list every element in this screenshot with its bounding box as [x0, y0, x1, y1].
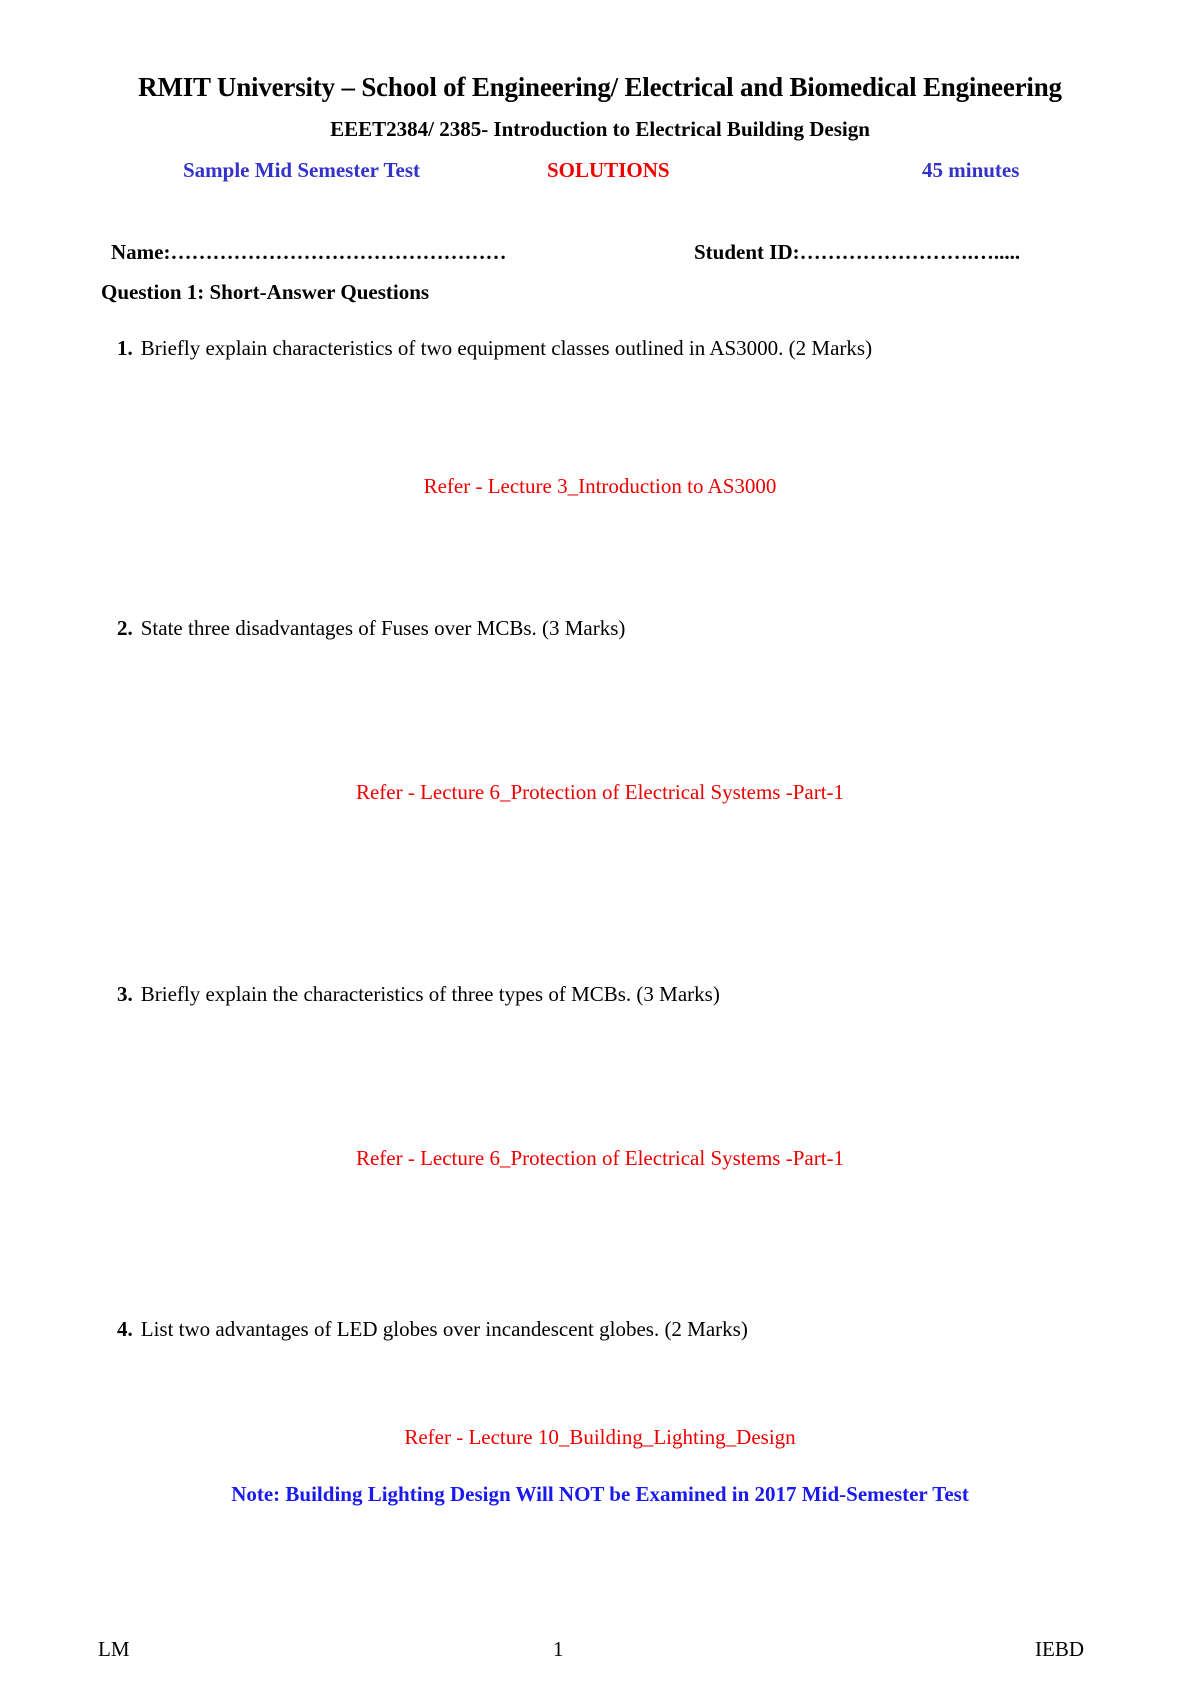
question-text: Briefly explain the characteristics of three types of MCBs. (3 Marks) [140, 982, 720, 1006]
question-number: 3. [117, 982, 133, 1006]
answer-3: Refer - Lecture 6_Protection of Electrical Systems -Part-1 [355, 1146, 845, 1170]
question-number: 1. [117, 336, 133, 360]
course-title: EEET2384/ 2385- Introduction to Electrical Building Design [330, 117, 870, 141]
question-number: 2. [117, 616, 133, 640]
question-2 [117, 616, 625, 641]
question-4 [117, 1317, 748, 1342]
footer-right-code: IEBD [1035, 1637, 1084, 1661]
solutions-label: SOLUTIONS [547, 158, 670, 182]
question-text: Briefly explain characteristics of two equipment classes outlined in AS3000. (2 Marks) [140, 336, 873, 360]
question-1 [117, 336, 872, 361]
page-number: 1 [553, 1637, 564, 1661]
answer-1: Refer - Lecture 3_Introduction to AS3000 [423, 474, 777, 498]
test-name: Sample Mid Semester Test [183, 158, 421, 182]
answer-2: Refer - Lecture 6_Protection of Electrical Systems -Part-1 [355, 780, 845, 804]
footer-left-initials: LM [98, 1637, 130, 1661]
document-title: RMIT University – School of Engineering/ Electrical and Biomedical Engineering [138, 72, 1062, 102]
question-3 [117, 982, 720, 1007]
exam-note: Note: Building Lighting Design Will NOT be Examined in 2017 Mid-Semester Test [231, 1482, 969, 1506]
student-id-field-label: Student ID:…………………….…..... [694, 240, 1021, 264]
question-number: 4. [117, 1317, 133, 1341]
test-duration: 45 minutes [922, 158, 1020, 182]
name-field-label: Name:………………………………………… [111, 240, 507, 264]
question-text: State three disadvantages of Fuses over MCBs. (3 Marks) [140, 616, 626, 640]
answer-4: Refer - Lecture 10_Building_Lighting_Design [404, 1425, 796, 1449]
question-text: List two advantages of LED globes over incandescent globes. (2 Marks) [140, 1317, 748, 1341]
section-heading: Question 1: Short-Answer Questions [101, 280, 430, 304]
